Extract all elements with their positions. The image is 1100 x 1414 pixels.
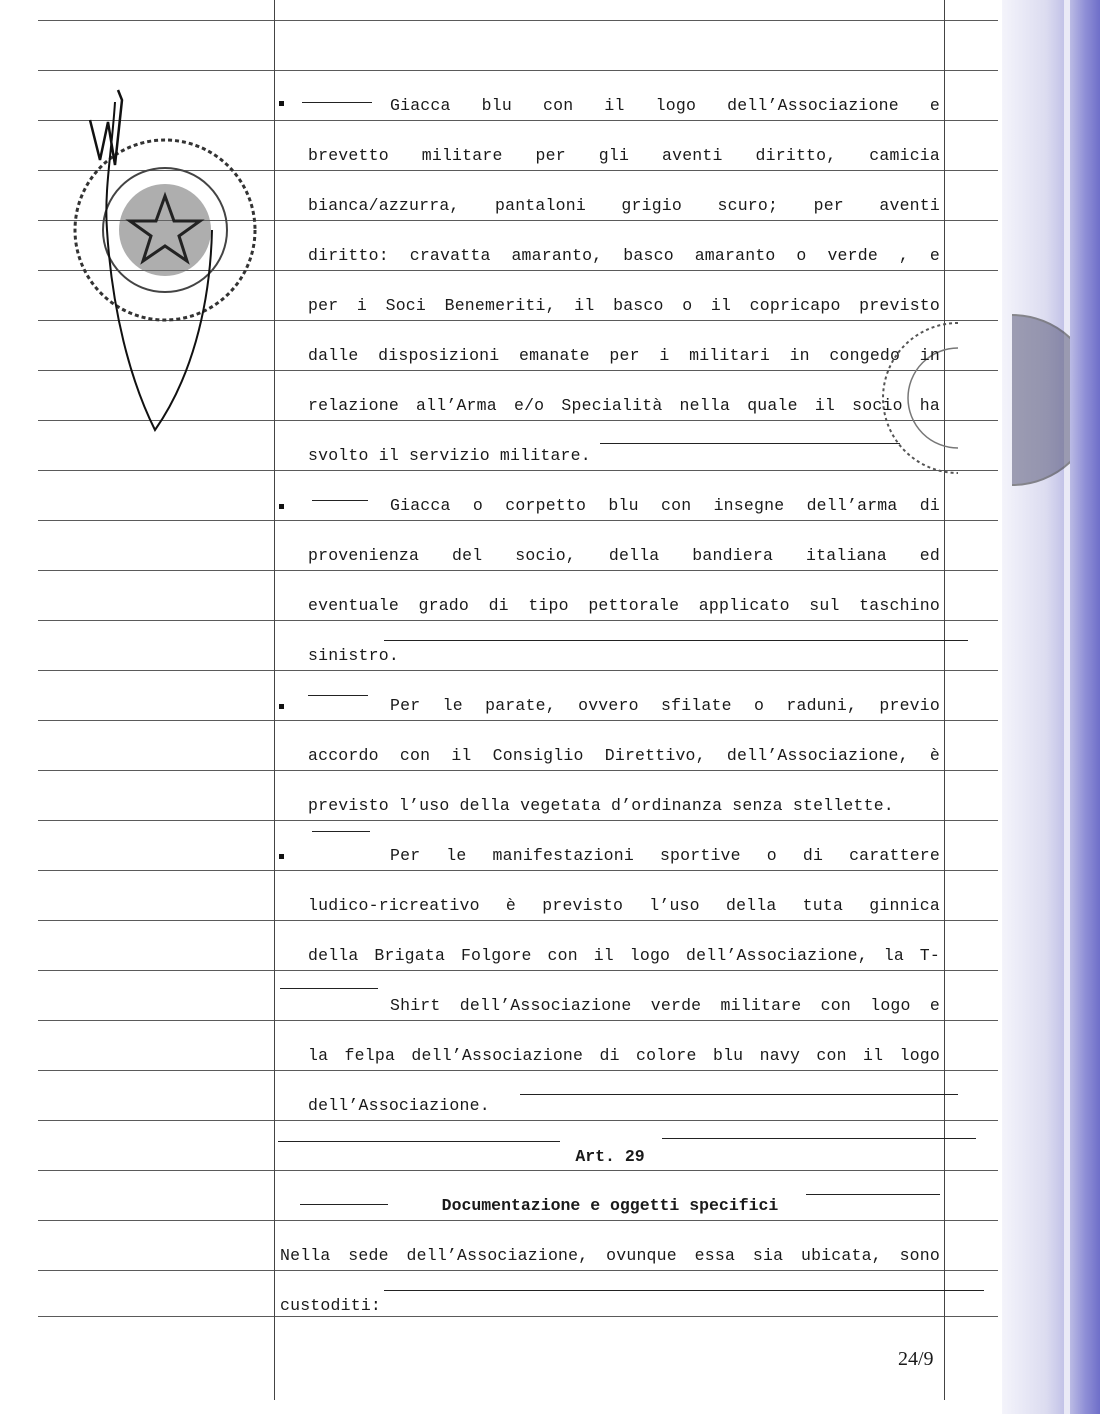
text-line: la felpa dell’Associazione di colore blu navy con il logo bbox=[308, 1046, 940, 1065]
bullet-marker bbox=[279, 504, 284, 509]
filler-dash bbox=[312, 831, 370, 832]
filler-dash bbox=[302, 102, 372, 103]
ruled-line bbox=[38, 70, 998, 71]
filler-dash bbox=[312, 500, 368, 501]
article-title: Documentazione e oggetti specifici bbox=[441, 1196, 779, 1215]
ruled-line bbox=[38, 1270, 998, 1271]
ruled-line bbox=[38, 1170, 998, 1171]
ruled-line bbox=[38, 720, 998, 721]
partial-stamp-binding bbox=[1010, 310, 1070, 490]
ruled-line bbox=[38, 920, 998, 921]
filler-dash bbox=[278, 1141, 560, 1142]
text-line: eventuale grado di tipo pettorale applicato sul taschino bbox=[308, 596, 940, 615]
ruled-line bbox=[38, 1220, 998, 1221]
text-line: sinistro. bbox=[308, 646, 399, 665]
ruled-line bbox=[38, 20, 998, 21]
filler-dash bbox=[384, 640, 968, 641]
right-margin-line bbox=[944, 0, 945, 1400]
text-line: svolto il servizio militare. bbox=[308, 446, 591, 465]
ruled-line bbox=[38, 670, 998, 671]
filler-dash bbox=[384, 1290, 984, 1291]
filler-dash bbox=[280, 988, 378, 989]
text-line: ludico-ricreativo è previsto l’uso della tuta ginnica bbox=[308, 896, 940, 915]
filler-dash bbox=[520, 1094, 958, 1095]
text-line: custoditi: bbox=[280, 1296, 382, 1315]
filler-dash bbox=[806, 1194, 940, 1195]
ruled-line bbox=[38, 1316, 998, 1317]
text-line: provenienza del socio, della bandiera italiana ed bbox=[308, 546, 940, 565]
text-line: Giacca blu con il logo dell’Associazione e bbox=[390, 96, 940, 115]
text-line: dell’Associazione. bbox=[308, 1096, 490, 1115]
text-line: della Brigata Folgore con il logo dell’Associazione, la T- bbox=[308, 946, 940, 965]
text-line: Per le parate, ovvero sfilate o raduni, previo bbox=[390, 696, 940, 715]
article-number: Art. 29 bbox=[575, 1147, 645, 1166]
ruled-line bbox=[38, 1070, 998, 1071]
filler-dash bbox=[300, 1204, 388, 1205]
official-stamp-with-signature bbox=[60, 80, 270, 450]
text-line: per i Soci Benemeriti, il basco o il copricapo previsto bbox=[308, 296, 940, 315]
ruled-line bbox=[38, 870, 998, 871]
page-number: 24/9 bbox=[898, 1348, 934, 1370]
ruled-line bbox=[38, 1020, 998, 1021]
bullet-marker bbox=[279, 704, 284, 709]
ruled-line bbox=[38, 970, 998, 971]
text-line: relazione all’Arma e/o Specialità nella quale il socio ha bbox=[308, 396, 940, 415]
text-line: Per le manifestazioni sportive o di carattere bbox=[390, 846, 940, 865]
ruled-line bbox=[38, 620, 998, 621]
left-margin-line bbox=[274, 0, 275, 1400]
text-line: brevetto militare per gli aventi diritto, camicia bbox=[308, 146, 940, 165]
filler-dash bbox=[662, 1138, 976, 1139]
text-line: Nella sede dell’Associazione, ovunque essa sia ubicata, sono bbox=[280, 1246, 940, 1265]
ruled-line bbox=[38, 570, 998, 571]
text-line: Shirt dell’Associazione verde militare con logo e bbox=[390, 996, 940, 1015]
bullet-marker bbox=[279, 854, 284, 859]
ruled-line bbox=[38, 470, 998, 471]
bullet-marker bbox=[279, 101, 284, 106]
filler-dash bbox=[308, 695, 368, 696]
text-line: previsto l’uso della vegetata d’ordinanza senza stellette. bbox=[308, 796, 894, 815]
text-line: bianca/azzurra, pantaloni grigio scuro; per aventi bbox=[308, 196, 940, 215]
text-line: dalle disposizioni emanate per i militari in congedo in bbox=[308, 346, 940, 365]
ruled-line bbox=[38, 1120, 998, 1121]
ruled-line bbox=[38, 770, 998, 771]
text-line: Giacca o corpetto blu con insegne dell’arma di bbox=[390, 496, 940, 515]
ruled-line bbox=[38, 520, 998, 521]
ruled-line bbox=[38, 820, 998, 821]
filler-dash bbox=[600, 443, 900, 444]
text-line: diritto: cravatta amaranto, basco amaranto o verde , e bbox=[308, 246, 940, 265]
text-line: accordo con il Consiglio Direttivo, dell’Associazione, è bbox=[308, 746, 940, 765]
binding-edge bbox=[1002, 0, 1100, 1414]
